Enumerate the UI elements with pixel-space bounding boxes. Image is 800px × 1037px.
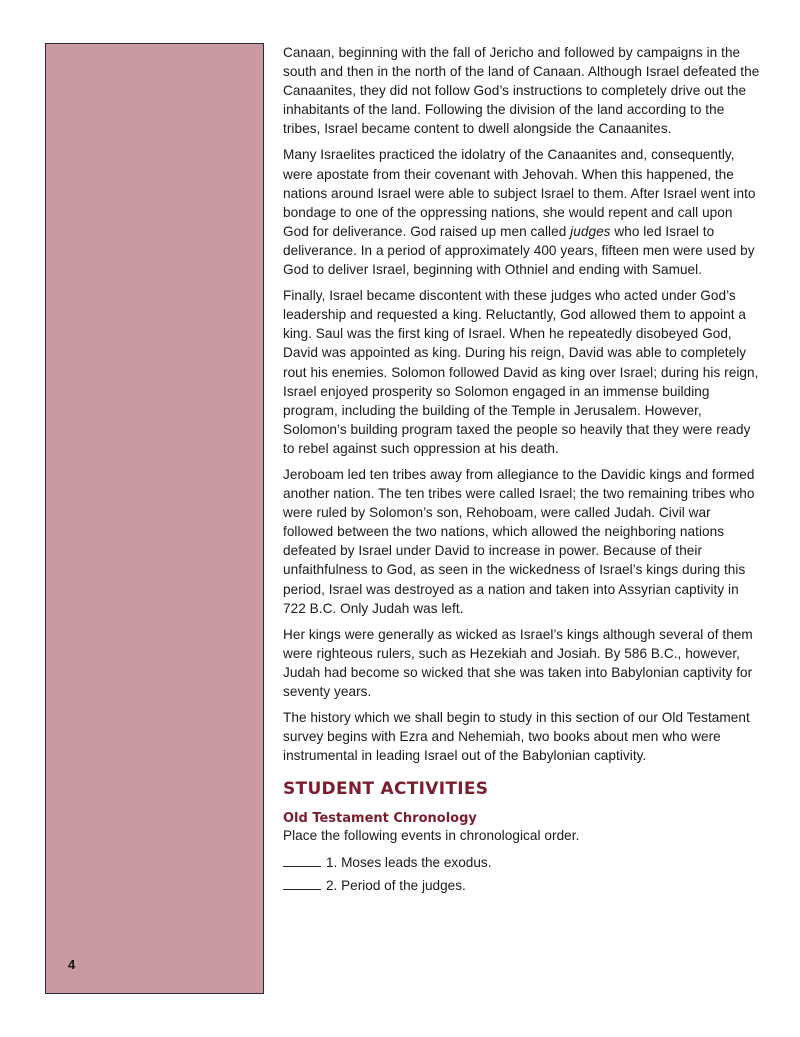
paragraph-5: Her kings were generally as wicked as Israel’s kings although several of them were righteous rulers, such as Hezekiah and Josiah. By 586 B.C., however, Judah had become so wicked that she was taken into Babylonian captivity for seventy years. xyxy=(283,626,753,699)
answer-blank-2[interactable] xyxy=(283,876,321,890)
main-content xyxy=(283,43,761,897)
paragraph-2-before: Many Israelites practiced the idolatry of the Canaanites and, consequently, were apostate from their covenant with Jehovah. When this happened, the nations around Israel were able to subject Israel to them. After Israel went into bondage to one of the oppressing nations, she would repent and call upon God for deliverance. God raised up men called xyxy=(283,147,756,239)
paragraph-6: The history which we shall begin to study in this section of our Old Testament survey begins with Ezra and Nehemiah, two books about men who were instrumental in leading Israel out of the Babylonian captivity. xyxy=(283,710,750,764)
answer-blank-1[interactable] xyxy=(283,853,321,867)
page-number: 4 xyxy=(68,957,76,972)
student-activities-heading: STUDENT ACTIVITIES xyxy=(283,779,489,800)
activity-item-1 xyxy=(283,851,761,874)
decorative-sidebar xyxy=(45,43,264,994)
chronology-instructions: Place the following events in chronological order. xyxy=(283,828,580,844)
paragraph-2 xyxy=(283,145,761,279)
chronology-subheading: Old Testament Chronology xyxy=(283,811,477,827)
paragraph-3: Finally, Israel became discontent with these judges who acted under God’s leadership and requested a king. Reluctantly, God allowed them to appoint a king. Saul was the first king of Israel. When he repeatedly disobeyed God, David was appointed as king. During his reign, David was able to completely rout his enemies. Solomon followed David as king over Israel; during his reign, Israel enjoyed prosperity so Solomon engaged in an immense building program, including the building of the Temple in Jerusalem. However, Solomon’s building program taxed the people so heavily that they were ready to rebel against such oppression at his death. xyxy=(283,288,759,456)
activity-item-label: 1. Moses leads the exodus. xyxy=(326,855,492,871)
activity-item-2 xyxy=(283,874,761,897)
paragraph-4: Jeroboam led ten tribes away from allegiance to the Davidic kings and formed another nation. The ten tribes were called Israel; the two remaining tribes who were ruled by Solomon’s son, Rehoboam, were called Judah. Civil war followed between the two nations, which allowed the neighboring nations defeated by Israel under David to increase in power. Because of their unfaithfulness to God, as seen in the wickedness of Israel’s kings during this period, Israel was destroyed as a nation and taken into Assyrian captivity in 722 B.C. Only Judah was left. xyxy=(283,466,755,616)
activity-item-label: 2. Period of the judges. xyxy=(326,878,466,894)
paragraph-2-after: who led Israel to deliverance. In a period of approximately 400 years, fifteen men were used by God to deliver Israel, beginning with Othniel and ending with Samuel. xyxy=(283,223,755,278)
paragraph-1: Canaan, beginning with the fall of Jericho and followed by campaigns in the south and then in the north of the land of Canaan. Although Israel defeated the Canaanites, they did not follow God’s instructions to completely drive out the inhabitants of the land. Following the division of the land according to the tribes, Israel became content to dwell alongside the Canaanites. xyxy=(283,45,760,137)
paragraph-2-emphasis: judges xyxy=(570,223,611,239)
